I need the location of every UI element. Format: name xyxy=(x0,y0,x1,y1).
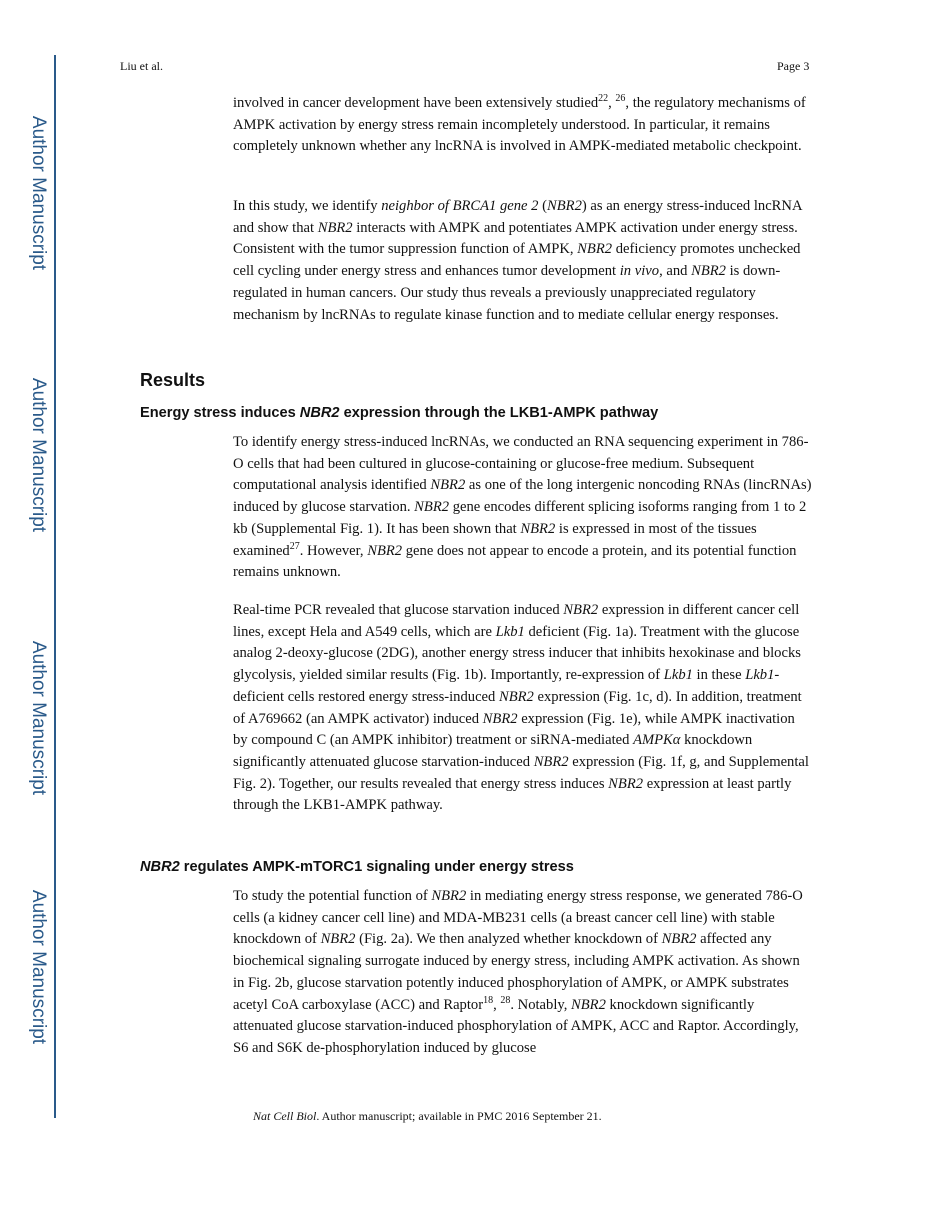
results-paragraph-3: To study the potential function of NBR2 in mediating energy stress response, we generated 786-O cells (a kidney cancer cell line) and MDA-MB231 cells (a breast cancer cell line) with stable knockdown of NBR2 (Fig. 2a). We then analyzed whether knockdown of NBR2 affected any biochemical signaling surrogate induced by energy stress, including AMPK activation. As shown in Fig. 2b, glucose starvation potently induced phosphorylation of AMPK, or AMPK substrates acetyl CoA carboxylase (ACC) and Raptor$^{18}$, $^{28}$. Notably, NBR2 knockdown significantly attenuated glucose starvation-induced phosphorylation of AMPK, ACC and Raptor. Accordingly, S6 and S6K de-phosphorylation induced by glucose xyxy=(233,888,803,1056)
section-heading-2: NBR2 regulates AMPK-mTORC1 signaling under energy stress xyxy=(140,859,574,875)
header-authors: Liu et al. xyxy=(120,59,163,73)
results-paragraph-1: To identify energy stress-induced lncRNAs, we conducted an RNA sequencing experiment in 786-O cells that had been cultured in glucose-containing or glucose-free medium. Subsequent computational analysis identified NBR2 as one of the long intergenic noncoding RNAs (lincRNAs) induced by glucose starvation. NBR2 gene encodes different splicing isoforms ranging from 1 to 2 kb (Supplemental Fig. 1). It has been shown that NBR2 is expressed in most of the tissues examined$^{27}$. However, NBR2 gene does not appear to encode a protein, and its potential function remains unknown. xyxy=(233,434,812,581)
results-paragraph-2: Real-time PCR revealed that glucose starvation induced NBR2 expression in different cancer cell lines, except Hela and A549 cells, which are Lkb1 deficient (Fig. 1a). Treatment with the glucose analog 2-deoxy-glucose (2DG), another energy stress inducer that inhibits hexokinase and blocks glycolysis, yielded similar results (Fig. 1b). Importantly, re-expression of Lkb1 in these Lkb1-deficient cells restored energy stress-induced NBR2 expression (Fig. 1c, d). In addition, treatment of A769662 (an AMPK activator) induced NBR2 expression (Fig. 1e), while AMPK inactivation by compound C (an AMPK inhibitor) treatment or siRNA-mediated AMPKα knockdown significantly attenuated glucose starvation-induced NBR2 expression (Fig. 1f, g, and Supplemental Fig. 2). Together, our results revealed that energy stress induces NBR2 expression at least partly through the LKB1-AMPK pathway. xyxy=(233,602,809,814)
intro-paragraph-1: involved in cancer development have been extensively studied$^{22}$, $^{26}$, the regulatory mechanisms of AMPK activation by energy stress remain incompletely understood. In particular, it remains completely unknown whether any lncRNA is involved in AMPK-mediated metabolic checkpoint. xyxy=(233,93,806,155)
results-heading: Results xyxy=(140,370,206,390)
header-page-number: Page 3 xyxy=(777,59,810,73)
footer-citation: Nat Cell Biol. Author manuscript; available in PMC 2016 September 21. xyxy=(253,1109,602,1123)
section-heading-1: Energy stress induces NBR2 expression through the LKB1-AMPK pathway xyxy=(140,405,659,421)
sidebar-rule xyxy=(54,55,56,1118)
intro-paragraph-2: In this study, we identify neighbor of BRCA1 gene 2 (NBR2) as an energy stress-induced lncRNA and show that NBR2 interacts with AMPK and potentiates AMPK activation under energy stress. Consistent with the tumor suppression function of AMPK, NBR2 deficiency promotes unchecked cell cycling under energy stress and enhances tumor development in vivo, and NBR2 is down-regulated in human cancers. Our study thus reveals a previously unappreciated regulatory mechanism by lncRNAs to regulate kinase function and to mediate cellular energy responses. xyxy=(233,198,802,323)
